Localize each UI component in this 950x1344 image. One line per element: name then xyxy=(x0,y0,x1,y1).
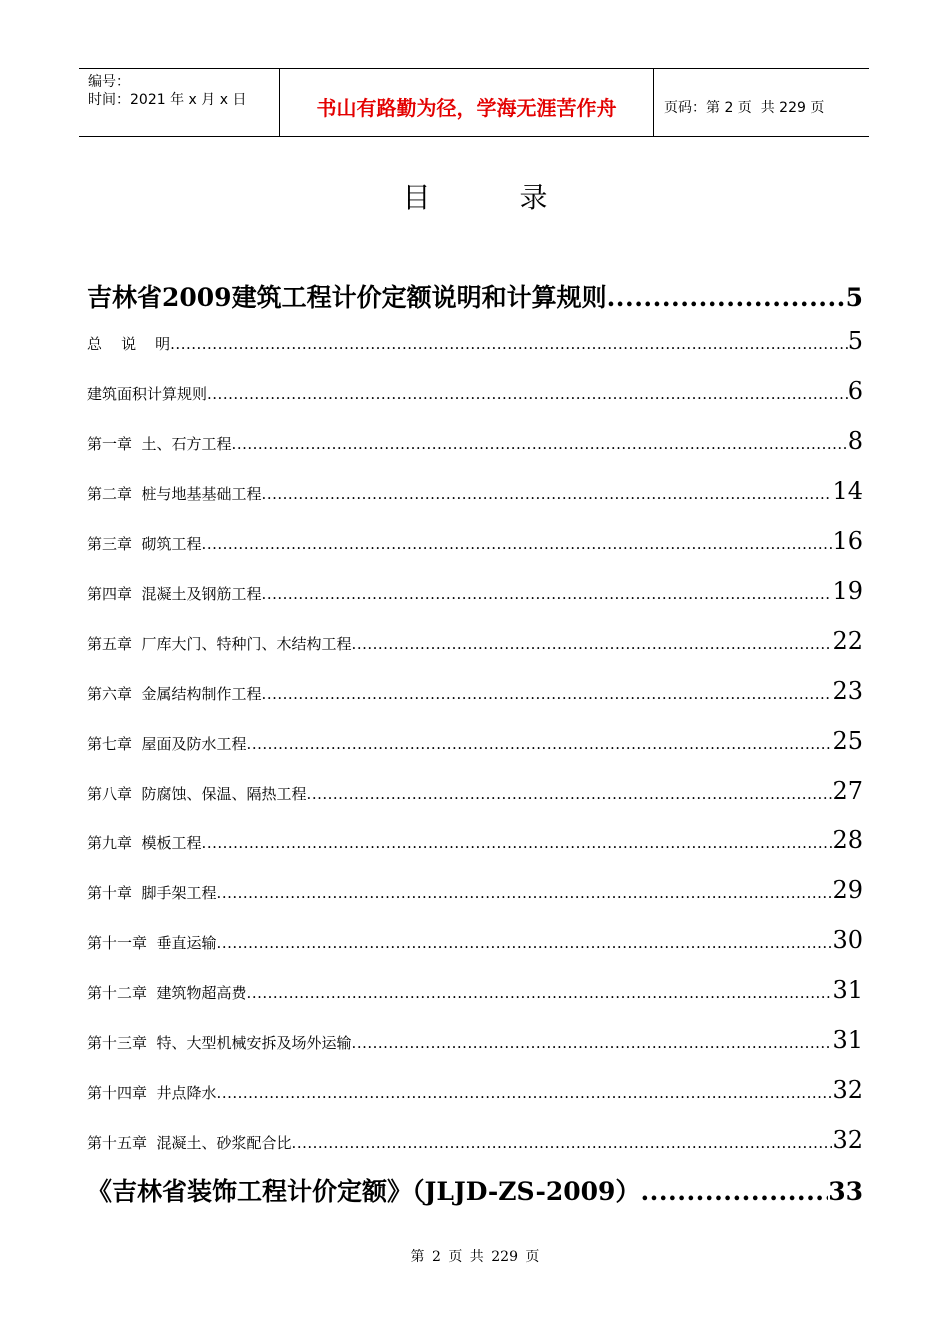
toc-entry-page: 5 xyxy=(845,283,863,312)
toc-entry[interactable] xyxy=(87,327,863,355)
toc-entry[interactable] xyxy=(87,627,863,655)
toc-entry[interactable] xyxy=(87,777,863,805)
toc-leader-dots xyxy=(202,834,833,852)
toc-entry-page: 14 xyxy=(832,477,863,505)
toc-entry-page: 6 xyxy=(847,377,863,405)
toc-entry[interactable] xyxy=(87,377,863,405)
toc-entry-title: 吉林省2009建筑工程计价定额说明和计算规则 xyxy=(87,283,607,312)
toc-entry[interactable] xyxy=(87,876,863,904)
toc-entry-page: 28 xyxy=(832,826,863,854)
toc-entry-page: 27 xyxy=(832,777,863,805)
toc-entry[interactable] xyxy=(87,727,863,755)
toc-entry-title: 第四章 混凝土及钢筋工程 xyxy=(87,585,262,603)
toc-entry-title: 第八章 防腐蚀、保温、隔热工程 xyxy=(87,785,307,803)
toc-entry-title: 第十四章 井点降水 xyxy=(87,1084,217,1102)
toc-leader-dots xyxy=(292,1134,833,1152)
toc-leader-dots xyxy=(640,1177,828,1206)
toc-leader-dots xyxy=(217,934,833,952)
toc-leader-dots xyxy=(170,335,848,353)
toc-entry[interactable] xyxy=(87,976,863,1004)
toc-entry-title: 《吉林省装饰工程计价定额》（JLJD-ZS-2009） xyxy=(87,1177,641,1206)
toc-entry-title: 第十二章 建筑物超高费 xyxy=(87,984,247,1002)
toc-leader-dots xyxy=(607,283,846,312)
toc-entry-title: 第三章 砌筑工程 xyxy=(87,535,202,553)
toc-leader-dots xyxy=(207,385,848,403)
toc-leader-dots xyxy=(262,685,833,703)
toc-entry-page: 22 xyxy=(832,627,863,655)
toc-entry-page: 30 xyxy=(832,926,863,954)
toc-entry-page: 31 xyxy=(832,1026,863,1054)
toc-entry-page: 25 xyxy=(832,727,863,755)
toc-entry-page: 33 xyxy=(828,1177,863,1206)
toc-entry[interactable] xyxy=(87,527,863,555)
toc-entry-page: 5 xyxy=(847,327,863,355)
toc-entry-page: 19 xyxy=(832,577,863,605)
toc-leader-dots xyxy=(247,735,833,753)
toc-leader-dots xyxy=(217,884,833,902)
toc-entry-title: 第十三章 特、大型机械安拆及场外运输 xyxy=(87,1034,352,1052)
toc-entry-page: 29 xyxy=(832,876,863,904)
toc-entry[interactable] xyxy=(87,577,863,605)
toc-leader-dots xyxy=(352,1034,833,1052)
toc-entry[interactable] xyxy=(87,477,863,505)
toc-entry-title: 第九章 模板工程 xyxy=(87,834,202,852)
date-label: 时间：2021 年 x 月 x 日 xyxy=(88,92,247,108)
toc-entry-page: 16 xyxy=(832,527,863,555)
toc-leader-dots xyxy=(217,1084,833,1102)
toc-entry[interactable] xyxy=(87,926,863,954)
toc-leader-dots xyxy=(352,635,833,653)
toc-entry-title: 第七章 屋面及防水工程 xyxy=(87,735,247,753)
toc-entry-page: 31 xyxy=(832,976,863,1004)
toc-entry[interactable] xyxy=(87,427,863,455)
toc-entry[interactable] xyxy=(87,278,863,314)
toc-entry-title: 第二章 桩与地基基础工程 xyxy=(87,485,262,503)
toc-entry-page: 32 xyxy=(832,1076,863,1104)
toc-entry-page: 8 xyxy=(847,427,863,455)
toc-entry-title: 第十一章 垂直运输 xyxy=(87,934,217,952)
toc-leader-dots xyxy=(232,435,848,453)
toc-entry[interactable] xyxy=(87,1076,863,1104)
toc-entry[interactable] xyxy=(87,677,863,705)
page-title: 目 录 xyxy=(402,181,588,214)
header-page-info: 页码：第 2 页 共 229 页 xyxy=(664,99,825,116)
toc-leader-dots xyxy=(202,535,833,553)
header-motto: 书山有路勤为径，学海无涯苦作舟 xyxy=(280,69,654,136)
toc-leader-dots xyxy=(247,984,833,1002)
toc-entry-title: 第一章 土、石方工程 xyxy=(87,435,232,453)
toc-entry[interactable] xyxy=(87,1172,863,1208)
toc-leader-dots xyxy=(307,785,833,803)
toc-entry[interactable] xyxy=(87,826,863,854)
page-header xyxy=(79,68,869,137)
toc-leader-dots xyxy=(262,485,833,503)
toc-entry-title: 第五章 厂库大门、特种门、木结构工程 xyxy=(87,635,352,653)
toc-entry-page: 32 xyxy=(832,1126,863,1154)
page-footer: 第 2 页 共 229 页 xyxy=(410,1249,540,1265)
number-label: 编号： xyxy=(88,74,130,90)
toc-entry[interactable] xyxy=(87,1126,863,1154)
toc-entry-title: 第十五章 混凝土、砂浆配合比 xyxy=(87,1134,292,1152)
toc-leader-dots xyxy=(262,585,833,603)
toc-entry-title: 第六章 金属结构制作工程 xyxy=(87,685,262,703)
toc-entry[interactable] xyxy=(87,1026,863,1054)
toc-entry-title: 建筑面积计算规则 xyxy=(87,385,208,403)
toc-entry-page: 23 xyxy=(832,677,863,705)
toc-entry-title: 第十章 脚手架工程 xyxy=(87,884,217,902)
header-left-cell xyxy=(79,69,280,136)
toc-entry-title: 总 说 明 xyxy=(87,335,171,353)
